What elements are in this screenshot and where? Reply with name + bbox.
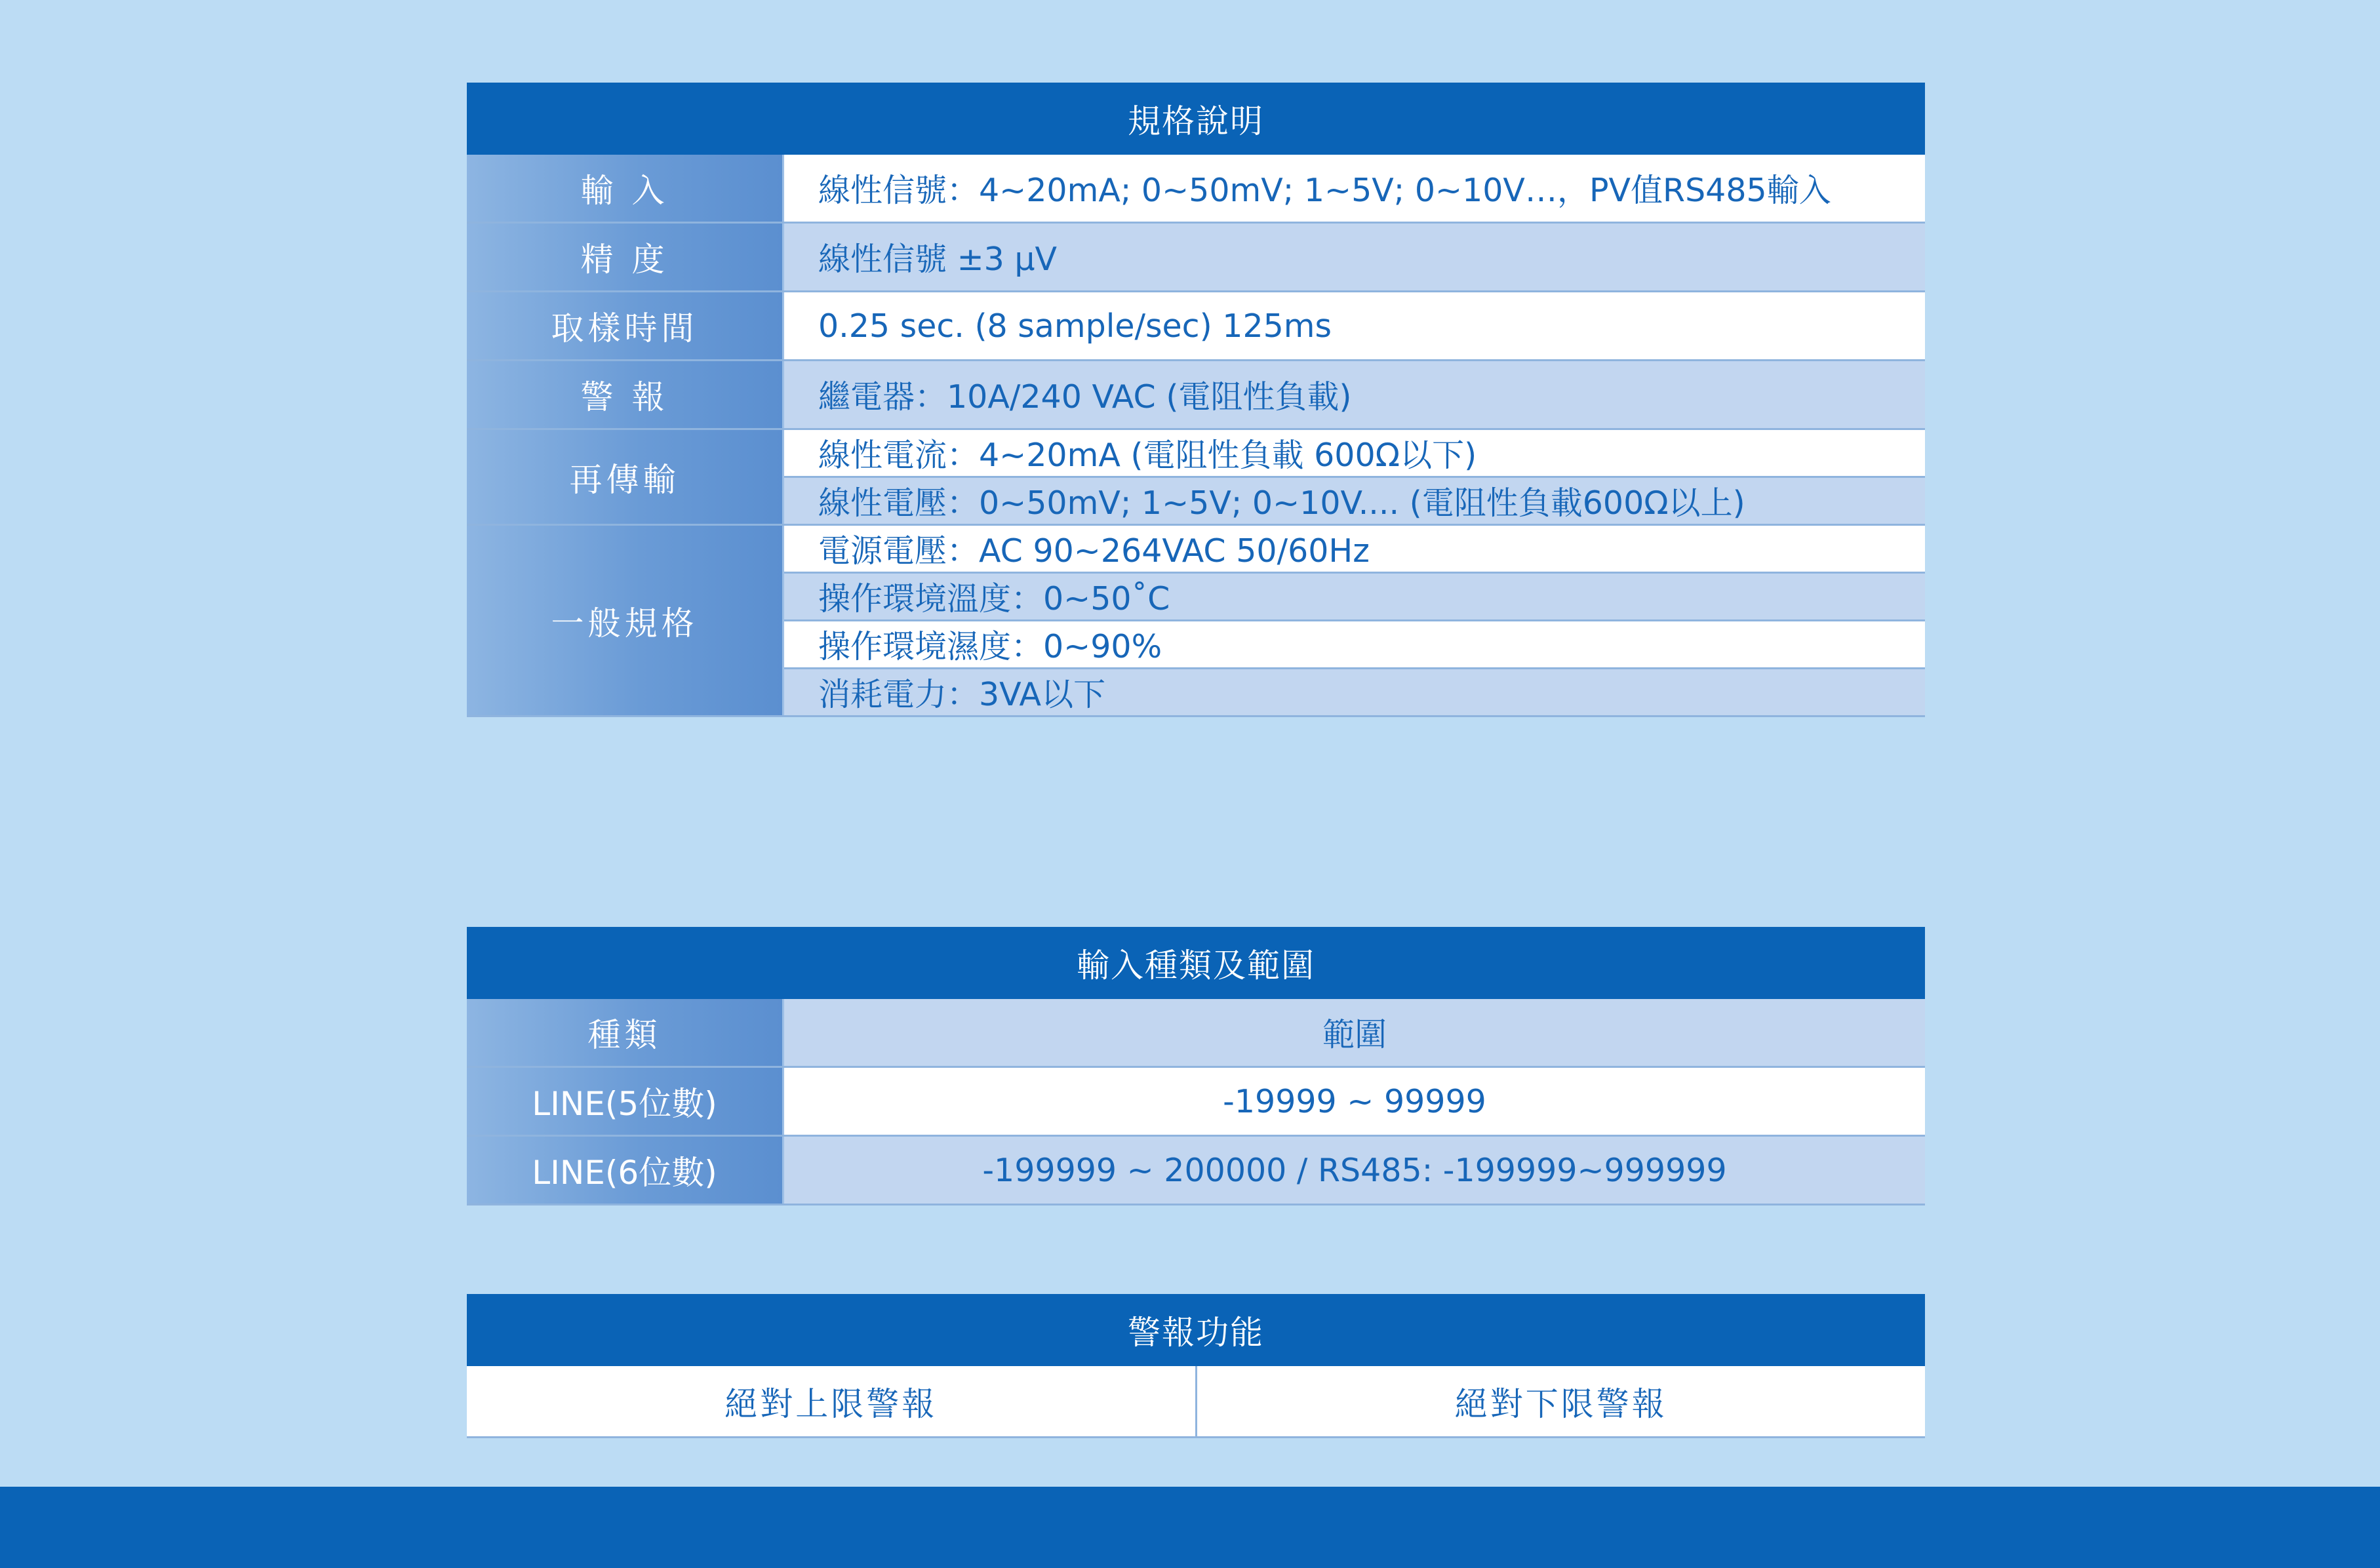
spec-value: 操作環境溫度：0~50˚C bbox=[784, 574, 1925, 621]
spec-label: 一般規格 bbox=[467, 526, 784, 715]
spec-value: 線性電流：4~20mA (電阻性負載 600Ω以下) bbox=[784, 430, 1925, 478]
footer-bar bbox=[0, 1487, 2380, 1568]
spec-row-input bbox=[467, 155, 1925, 224]
spec-label: 輸 入 bbox=[467, 155, 784, 222]
table-row bbox=[467, 1137, 1925, 1205]
spec-value: 繼電器：10A/240 VAC (電阻性負載) bbox=[784, 361, 1925, 428]
spec-row-alarm bbox=[467, 361, 1925, 430]
range-value: -199999 ~ 200000 / RS485: -199999~999999 bbox=[784, 1137, 1925, 1204]
alarm-lower-limit: 絕對下限警報 bbox=[1195, 1366, 1926, 1436]
spec-table bbox=[467, 83, 1925, 717]
spec-value: 線性信號：4~20mA; 0~50mV; 1~5V; 0~10V…，PV值RS485輸入 bbox=[784, 155, 1925, 222]
spec-value: 線性電壓：0~50mV; 1~5V; 0~10V.... (電阻性負載600Ω以上) bbox=[784, 478, 1925, 524]
range-value: -19999 ~ 99999 bbox=[784, 1068, 1925, 1135]
spec-row-accuracy bbox=[467, 224, 1925, 292]
range-type: LINE(5位數) bbox=[467, 1068, 784, 1135]
spec-table-title: 規格說明 bbox=[467, 83, 1925, 155]
spec-label: 取樣時間 bbox=[467, 292, 784, 359]
spec-row-general bbox=[467, 526, 1925, 717]
input-range-header-row bbox=[467, 999, 1925, 1068]
spec-label: 精 度 bbox=[467, 224, 784, 290]
alarm-table bbox=[467, 1294, 1925, 1438]
alarm-upper-limit: 絕對上限警報 bbox=[724, 1384, 938, 1423]
alarm-row bbox=[467, 1366, 1925, 1438]
spec-value: 消耗電力：3VA以下 bbox=[784, 669, 1925, 715]
spec-value: 操作環境濕度：0~90% bbox=[784, 621, 1925, 669]
column-header-range: 範圍 bbox=[784, 999, 1925, 1066]
spec-value: 線性信號 ±3 μV bbox=[784, 224, 1925, 290]
spec-value: 電源電壓：AC 90~264VAC 50/60Hz bbox=[784, 526, 1925, 574]
column-header-type: 種類 bbox=[467, 999, 784, 1066]
spec-label: 警 報 bbox=[467, 361, 784, 428]
spec-row-retransmit bbox=[467, 430, 1925, 526]
input-range-table bbox=[467, 927, 1925, 1205]
input-range-title: 輸入種類及範圍 bbox=[467, 927, 1925, 999]
alarm-title: 警報功能 bbox=[467, 1294, 1925, 1366]
table-row bbox=[467, 1068, 1925, 1137]
spec-value: 0.25 sec. (8 sample/sec) 125ms bbox=[784, 292, 1925, 359]
spec-label: 再傳輸 bbox=[467, 430, 784, 524]
range-type: LINE(6位數) bbox=[467, 1137, 784, 1204]
spec-row-sampling bbox=[467, 292, 1925, 361]
